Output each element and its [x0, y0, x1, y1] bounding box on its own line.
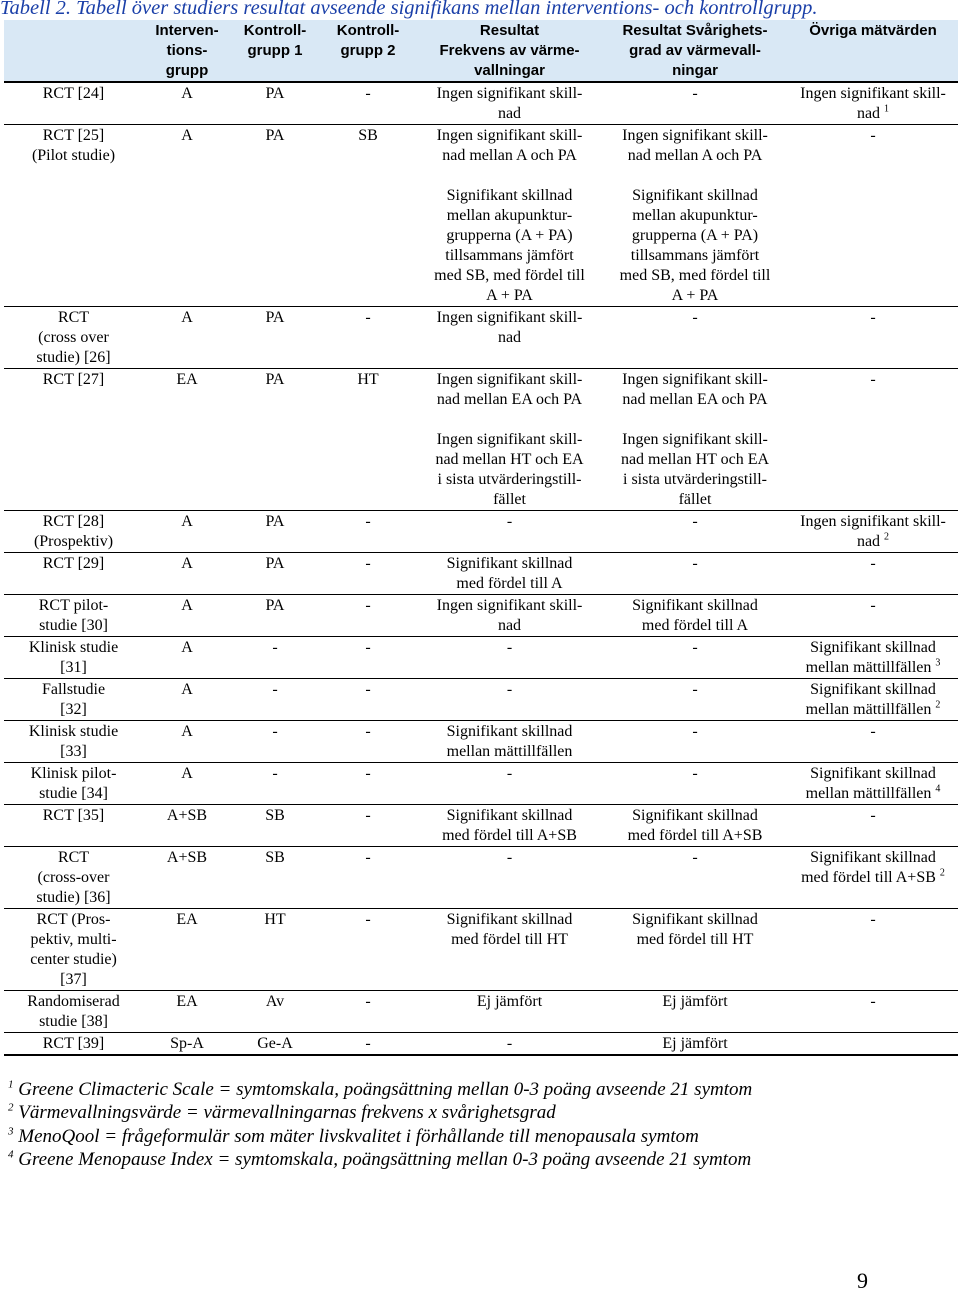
cell-line: studie) [26]: [36, 349, 111, 366]
cell-other: [788, 1033, 958, 1056]
table-row: [4, 369, 958, 511]
cell-frequency: [417, 847, 602, 909]
cell-line: pektiv, multi-: [30, 931, 117, 948]
cell-severity: [602, 991, 788, 1033]
cell-control2: -: [319, 991, 417, 1033]
cell-other: [788, 82, 958, 125]
footnote-ref: 1: [884, 103, 890, 115]
cell-line: fället: [493, 491, 526, 508]
table-row: [4, 991, 958, 1033]
cell-intervention: A: [143, 511, 231, 553]
cell-line: Ej jämfört: [662, 1035, 728, 1052]
cell-line: mellan akupunktur-: [446, 207, 573, 224]
cell-line: grupperna (A + PA): [631, 227, 759, 244]
cell-line: A + PA: [671, 287, 719, 304]
cell-intervention: EA: [143, 909, 231, 991]
cell-study: [4, 721, 143, 763]
cell-line: Signifikant skillnad: [446, 807, 573, 824]
cell-frequency: [417, 553, 602, 595]
cell-line: Signifikant skillnad: [446, 911, 573, 928]
cell-line: [790, 1034, 956, 1054]
footnote-text: Greene Menopause Index = symtomskala, poängsättning mellan 0-3 poäng avseende 21 symtom: [13, 1148, 752, 1170]
cell-line: (cross over: [38, 329, 109, 346]
footnote-ref: 2: [884, 531, 890, 543]
table-row: [4, 82, 958, 125]
cell-line: -: [870, 807, 876, 824]
cell-line: -: [870, 555, 876, 572]
table-row: [4, 307, 958, 369]
cell-line: mellan mättillfällen $^3$: [805, 657, 941, 676]
cell-line: -: [692, 309, 698, 326]
cell-line: med fördel till HT: [451, 931, 568, 948]
cell-frequency: [417, 511, 602, 553]
footnotes: [8, 1078, 752, 1171]
cell-severity: [602, 763, 788, 805]
cell-study: [4, 763, 143, 805]
cell-line: RCT [39]: [42, 1035, 105, 1052]
cell-control2: -: [319, 847, 417, 909]
cell-control1: -: [231, 637, 319, 679]
cell-line: grupperna (A + PA): [446, 227, 573, 244]
cell-frequency: [417, 679, 602, 721]
cell-study: [4, 511, 143, 553]
cell-line: -: [506, 849, 513, 866]
cell-line: med SB, med fördel till: [434, 267, 585, 284]
cell-line: med fördel till A+SB: [627, 827, 763, 844]
table-row: [4, 511, 958, 553]
cell-other: [788, 369, 958, 511]
cell-study: [4, 595, 143, 637]
table-caption: Tabell 2. Tabell över studiers resultat avseende signifikans mellan interventions- och kontrollgrupp.: [0, 0, 818, 19]
cell-control1: PA: [231, 82, 319, 125]
cell-line: Klinisk pilot-: [30, 765, 117, 782]
cell-line: [37]: [60, 971, 87, 988]
cell-study: [4, 805, 143, 847]
cell-severity: [602, 511, 788, 553]
cell-control2: -: [319, 307, 417, 369]
cell-line: -: [692, 555, 698, 572]
cell-other: [788, 637, 958, 679]
cell-frequency: [417, 369, 602, 511]
cell-line: Ingen signifikant skill-: [436, 371, 583, 388]
cell-line: RCT: [57, 849, 90, 866]
cell-severity: [602, 125, 788, 307]
cell-line: Ingen signifikant skill-: [436, 127, 583, 144]
cell-line: Fallstudie: [41, 681, 106, 698]
cell-intervention: A: [143, 595, 231, 637]
cell-line: Signifikant skillnad: [632, 911, 758, 928]
cell-line: Klinisk studie: [28, 639, 119, 656]
cell-line: med fördel till A+SB: [442, 827, 577, 844]
cell-line: med fördel till HT: [636, 931, 754, 948]
cell-line: studie [30]: [39, 617, 108, 634]
cell-line: tillsammans jämfört: [445, 247, 574, 264]
cell-line: -: [692, 849, 698, 866]
cell-line: tions-: [166, 42, 208, 59]
cell-line: grupp 2: [340, 42, 396, 59]
cell-line: med SB, med fördel till: [619, 267, 771, 284]
table-row: [4, 847, 958, 909]
cell-line: Ingen signifikant skill-: [622, 431, 768, 448]
cell-frequency: [417, 805, 602, 847]
cell-intervention: A: [143, 679, 231, 721]
cell-control1: PA: [231, 369, 319, 511]
cell-line: Ej jämfört: [662, 993, 728, 1010]
cell-line: [31]: [60, 659, 87, 676]
cell-control2: -: [319, 637, 417, 679]
header-other: [788, 20, 958, 82]
cell-line: -: [870, 911, 876, 928]
cell-control2: SB: [319, 125, 417, 307]
cell-study: [4, 82, 143, 125]
cell-line: studie [38]: [39, 1013, 108, 1030]
cell-line: [32]: [60, 701, 87, 718]
cell-severity: [602, 1033, 788, 1056]
cell-intervention: A: [143, 637, 231, 679]
cell-other: [788, 553, 958, 595]
footnote: [8, 1125, 752, 1148]
footnote: [8, 1101, 752, 1124]
cell-control1: -: [231, 763, 319, 805]
cell-frequency: [417, 991, 602, 1033]
cell-control1: Ge-A: [231, 1033, 319, 1056]
cell-control1: -: [231, 679, 319, 721]
cell-line: -: [870, 371, 876, 388]
cell-study: [4, 847, 143, 909]
cell-line: nad: [497, 105, 522, 122]
cell-other: [788, 805, 958, 847]
cell-line: RCT: [57, 309, 90, 326]
cell-intervention: A: [143, 125, 231, 307]
cell-line: nad mellan HT och EA: [620, 451, 770, 468]
cell-other: [788, 909, 958, 991]
cell-frequency: [417, 125, 602, 307]
cell-line: nad $^2$: [856, 531, 890, 550]
cell-line: RCT [24]: [42, 85, 105, 102]
footnote: [8, 1148, 752, 1171]
table-row: [4, 553, 958, 595]
cell-control2: -: [319, 553, 417, 595]
cell-line: Klinisk studie: [28, 723, 119, 740]
table-row: [4, 805, 958, 847]
cell-line: -: [506, 1035, 513, 1052]
cell-line: Signifikant skillnad: [632, 187, 758, 204]
cell-line: mellan mättillfällen: [446, 743, 573, 760]
cell-control2: HT: [319, 369, 417, 511]
cell-severity: [602, 679, 788, 721]
cell-line: (cross-over: [37, 869, 110, 886]
cell-line: Ej jämfört: [476, 993, 543, 1010]
header-severity: [602, 20, 788, 82]
cell-line: nad mellan A och PA: [627, 147, 763, 164]
cell-line: Interven-: [155, 22, 219, 39]
cell-line: Frekvens av värme-: [439, 42, 580, 59]
cell-line: studie [34]: [39, 785, 108, 802]
table-row: [4, 763, 958, 805]
cell-study: [4, 991, 143, 1033]
cell-line: nad mellan HT och EA: [435, 451, 584, 468]
cell-other: [788, 511, 958, 553]
cell-line: -: [506, 681, 513, 698]
cell-line: Ingen signifikant skill-: [436, 85, 583, 102]
table-row: [4, 1033, 958, 1056]
cell-frequency: [417, 909, 602, 991]
cell-frequency: [417, 307, 602, 369]
cell-frequency: [417, 637, 602, 679]
cell-line: RCT [27]: [42, 371, 105, 388]
header-intervention: [143, 20, 231, 82]
cell-line: Ingen signifikant skill-: [436, 597, 583, 614]
cell-control2: -: [319, 805, 417, 847]
table-row: [4, 637, 958, 679]
table-row: [4, 909, 958, 991]
cell-frequency: [417, 595, 602, 637]
cell-line: -: [870, 127, 876, 144]
cell-line: Kontroll-: [243, 22, 307, 39]
footnote-number: 3: [8, 1125, 14, 1138]
cell-control1: PA: [231, 553, 319, 595]
cell-line: [419, 166, 600, 186]
cell-other: [788, 721, 958, 763]
cell-control1: HT: [231, 909, 319, 991]
header-frequency: [417, 20, 602, 82]
cell-frequency: [417, 1033, 602, 1056]
cell-control2: -: [319, 511, 417, 553]
cell-other: [788, 847, 958, 909]
header-study: [4, 20, 143, 82]
cell-line: -: [870, 723, 876, 740]
cell-control1: Av: [231, 991, 319, 1033]
cell-line: RCT [35]: [42, 807, 105, 824]
cell-line: nad mellan EA och PA: [436, 391, 583, 408]
cell-severity: [602, 909, 788, 991]
cell-control1: PA: [231, 307, 319, 369]
cell-control2: -: [319, 763, 417, 805]
cell-line: i sista utvärderingstill-: [437, 471, 582, 488]
cell-control1: PA: [231, 511, 319, 553]
cell-line: Kontroll-: [336, 22, 400, 39]
cell-control1: SB: [231, 847, 319, 909]
table-row: [4, 595, 958, 637]
cell-line: nad: [497, 617, 522, 634]
cell-frequency: [417, 721, 602, 763]
cell-line: grupp: [165, 62, 209, 79]
cell-line: Ingen signifikant skill-: [436, 309, 583, 326]
cell-intervention: EA: [143, 991, 231, 1033]
cell-study: [4, 369, 143, 511]
cell-intervention: A: [143, 307, 231, 369]
cell-control2: -: [319, 1033, 417, 1056]
cell-severity: [602, 847, 788, 909]
cell-line: -: [692, 681, 698, 698]
cell-intervention: A: [143, 721, 231, 763]
cell-line: nad mellan EA och PA: [622, 391, 768, 408]
cell-line: Resultat: [479, 22, 540, 39]
footnote-text: Greene Climacteric Scale = symtomskala, poängsättning mellan 0-3 poäng avseende 21 symtom: [13, 1079, 753, 1100]
cell-line: RCT (Pros-: [36, 911, 111, 928]
cell-line: med fördel till A: [641, 617, 749, 634]
footnote-number: 2: [8, 1101, 14, 1114]
cell-line: -: [506, 639, 513, 656]
cell-other: [788, 307, 958, 369]
cell-line: mellan mättillfällen $^2$: [805, 699, 941, 718]
cell-other: [788, 125, 958, 307]
cell-control2: -: [319, 679, 417, 721]
cell-line: Ingen signifikant skill-: [622, 371, 768, 388]
cell-line: RCT [29]: [42, 555, 105, 572]
cell-severity: [602, 553, 788, 595]
cell-line: [33]: [60, 743, 87, 760]
cell-line: mellan mättillfällen $^4$: [805, 783, 941, 802]
cell-control2: -: [319, 82, 417, 125]
cell-severity: [602, 369, 788, 511]
cell-line: Ingen signifikant skill-: [800, 513, 946, 530]
cell-other: [788, 991, 958, 1033]
table-body: [4, 82, 958, 1055]
cell-line: i sista utvärderingstill-: [623, 471, 767, 488]
cell-intervention: A+SB: [143, 847, 231, 909]
cell-line: [604, 166, 786, 186]
footnote-ref: 2: [935, 699, 941, 711]
cell-line: Signifikant skillnad: [632, 807, 758, 824]
footnote-ref: 3: [935, 657, 941, 669]
cell-line: mellan akupunktur-: [632, 207, 758, 224]
cell-frequency: [417, 763, 602, 805]
cell-line: Signifikant skillnad: [446, 723, 573, 740]
cell-line: tillsammans jämfört: [630, 247, 760, 264]
cell-line: Signifikant skillnad: [446, 187, 573, 204]
cell-severity: [602, 637, 788, 679]
header-control2: [319, 20, 417, 82]
cell-line: [419, 410, 600, 430]
cell-line: nad $^1$: [856, 103, 890, 122]
cell-line: studie) [36]: [36, 889, 111, 906]
cell-control1: SB: [231, 805, 319, 847]
cell-control2: -: [319, 909, 417, 991]
cell-other: [788, 679, 958, 721]
cell-line: Ingen signifikant skill-: [622, 127, 768, 144]
cell-severity: [602, 805, 788, 847]
cell-other: [788, 595, 958, 637]
cell-intervention: EA: [143, 369, 231, 511]
cell-line: RCT pilot-: [38, 597, 109, 614]
cell-line: -: [692, 723, 698, 740]
cell-line: -: [692, 765, 698, 782]
cell-line: -: [870, 993, 876, 1010]
cell-line: -: [506, 513, 513, 530]
cell-study: [4, 909, 143, 991]
cell-line: grad av värmevall-: [629, 42, 761, 59]
cell-control1: PA: [231, 125, 319, 307]
cell-line: Resultat Svårighets-: [622, 22, 768, 39]
cell-line: Signifikant skillnad: [810, 849, 936, 866]
cell-line: ningar: [672, 62, 718, 79]
cell-study: [4, 1033, 143, 1056]
cell-intervention: A+SB: [143, 805, 231, 847]
cell-severity: [602, 307, 788, 369]
page-number: 9: [857, 1268, 868, 1293]
cell-line: (Pilot studie): [31, 147, 116, 164]
cell-line: RCT [28]: [42, 513, 105, 530]
cell-intervention: A: [143, 553, 231, 595]
cell-study: [4, 679, 143, 721]
cell-line: vallningar: [474, 62, 545, 79]
cell-line: Signifikant skillnad: [632, 597, 758, 614]
footnote: [8, 1078, 752, 1101]
footnote-ref: 4: [935, 783, 941, 795]
cell-line: -: [692, 513, 698, 530]
table-row: [4, 721, 958, 763]
footnote-ref: 2: [939, 867, 945, 879]
cell-line: nad mellan A och PA: [442, 147, 577, 164]
cell-study: [4, 307, 143, 369]
cell-line: Randomiserad: [27, 993, 120, 1010]
cell-control2: -: [319, 595, 417, 637]
table-row: [4, 125, 958, 307]
cell-line: grupp 1: [247, 42, 303, 59]
cell-line: -: [870, 309, 876, 326]
cell-line: -: [692, 639, 698, 656]
cell-line: Signifikant skillnad: [810, 765, 936, 782]
cell-line: Ingen signifikant skill-: [436, 431, 583, 448]
cell-line: nad: [497, 329, 522, 346]
cell-line: fället: [678, 491, 712, 508]
cell-line: (Prospektiv): [33, 533, 114, 550]
footnote-number: 1: [8, 1078, 14, 1091]
cell-intervention: Sp-A: [143, 1033, 231, 1056]
cell-line: Övriga mätvärden: [809, 22, 937, 39]
cell-frequency: [417, 82, 602, 125]
cell-severity: [602, 82, 788, 125]
cell-line: med fördel till A+SB $^2$: [801, 867, 945, 886]
cell-line: A + PA: [486, 287, 533, 304]
cell-study: [4, 125, 143, 307]
table-header-row: [4, 20, 958, 82]
cell-line: Signifikant skillnad: [810, 639, 936, 656]
cell-study: [4, 553, 143, 595]
cell-line: Signifikant skillnad: [446, 555, 573, 572]
table-row: [4, 679, 958, 721]
cell-control2: -: [319, 721, 417, 763]
results-table: [4, 20, 958, 1056]
cell-line: [604, 410, 786, 430]
footnote-text: MenoQool = frågeformulär som mäter livskvalitet i förhållande till menopausala symtom: [13, 1125, 699, 1147]
footnote-text: Värmevallningsvärde = värmevallningarnas frekvens x svårighetsgrad: [13, 1102, 556, 1124]
cell-other: [788, 763, 958, 805]
cell-line: med fördel till A: [456, 575, 563, 592]
cell-line: -: [692, 85, 698, 102]
cell-control1: -: [231, 721, 319, 763]
cell-severity: [602, 721, 788, 763]
cell-study: [4, 637, 143, 679]
cell-line: Ingen signifikant skill-: [800, 85, 946, 102]
cell-line: center studie): [30, 951, 117, 968]
cell-control1: PA: [231, 595, 319, 637]
cell-line: -: [506, 765, 513, 782]
cell-line: -: [870, 597, 876, 614]
cell-line: RCT [25]: [42, 127, 105, 144]
footnote-number: 4: [8, 1148, 14, 1161]
cell-intervention: A: [143, 82, 231, 125]
cell-line: Signifikant skillnad: [810, 681, 936, 698]
header-control1: [231, 20, 319, 82]
cell-severity: [602, 595, 788, 637]
cell-intervention: A: [143, 763, 231, 805]
